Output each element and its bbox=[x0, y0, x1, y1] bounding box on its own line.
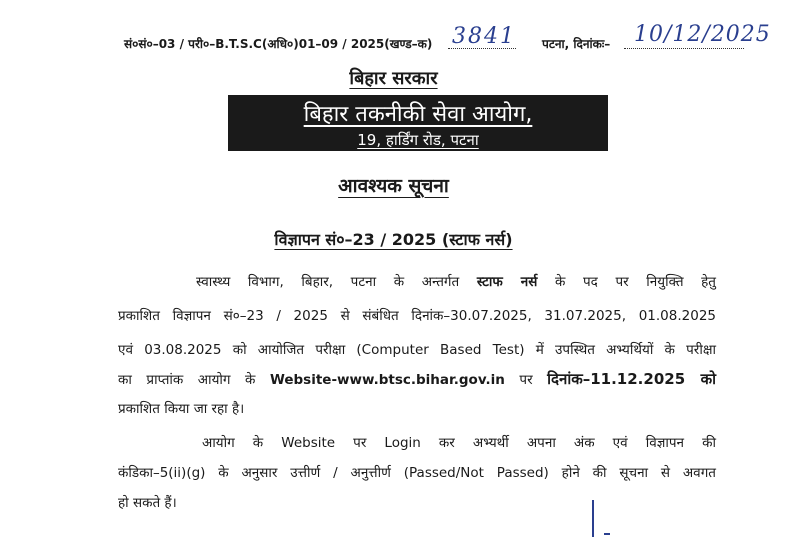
handwritten-reference-number: 3841 bbox=[452, 24, 516, 49]
paragraph1-line4: का प्राप्तांक आयोग के Website-www.btsc.bihar.gov.in पर दिनांक–11.12.2025 को bbox=[118, 370, 716, 388]
date-dotted-line bbox=[624, 48, 744, 49]
paragraph1-line1: स्वास्थ्य विभाग, बिहार, पटना के अन्तर्गत स्टाफ नर्स के पद पर नियुक्ति हेतु bbox=[196, 274, 716, 290]
notice-title: आवश्यक सूचना bbox=[338, 175, 449, 197]
paragraph1-line3: एवं 03.08.2025 को आयोजित परीक्षा (Computer Based Test) में उपस्थित अभ्यर्थियों के परीक्षा bbox=[118, 342, 716, 358]
place-date-label: पटना, दिनांकः– bbox=[542, 37, 611, 51]
paragraph1-line5: प्रकाशित किया जा रहा है। bbox=[118, 401, 245, 417]
commission-address: 19, हार्डिंग रोड, पटना bbox=[357, 131, 479, 149]
commission-name: बिहार तकनीकी सेवा आयोग, bbox=[303, 102, 533, 127]
signature-stroke bbox=[592, 500, 594, 537]
paragraph2-line2: कंडिका–5(ii)(g) के अनुसार उत्तीर्ण / अनुत्तीर्ण (Passed/Not Passed) होने की सूचना से अवगत bbox=[118, 465, 716, 481]
paragraph2-line1: आयोग के Website पर Login कर अभ्यर्थी अपना अंक एवं विज्ञापन की bbox=[202, 435, 716, 451]
signature-mark bbox=[604, 533, 610, 535]
reference-number-label: सं०सं०–03 / परी०–B.T.S.C(अधि०)01–09 / 2025(खण्ड–क) bbox=[124, 37, 433, 51]
government-heading: बिहार सरकार bbox=[349, 68, 438, 89]
paragraph2-line3: हो सकते हैं। bbox=[118, 495, 177, 511]
paragraph1-line2: प्रकाशित विज्ञापन सं०–23 / 2025 से संबंधित दिनांक–30.07.2025, 31.07.2025, 01.08.2025 bbox=[118, 308, 716, 324]
handwritten-date: 10/12/2025 bbox=[634, 22, 771, 47]
advertisement-title: विज्ञापन सं०–23 / 2025 (स्टाफ नर्स) bbox=[274, 230, 513, 249]
reference-dotted-line bbox=[448, 48, 516, 49]
commission-banner bbox=[228, 95, 608, 151]
